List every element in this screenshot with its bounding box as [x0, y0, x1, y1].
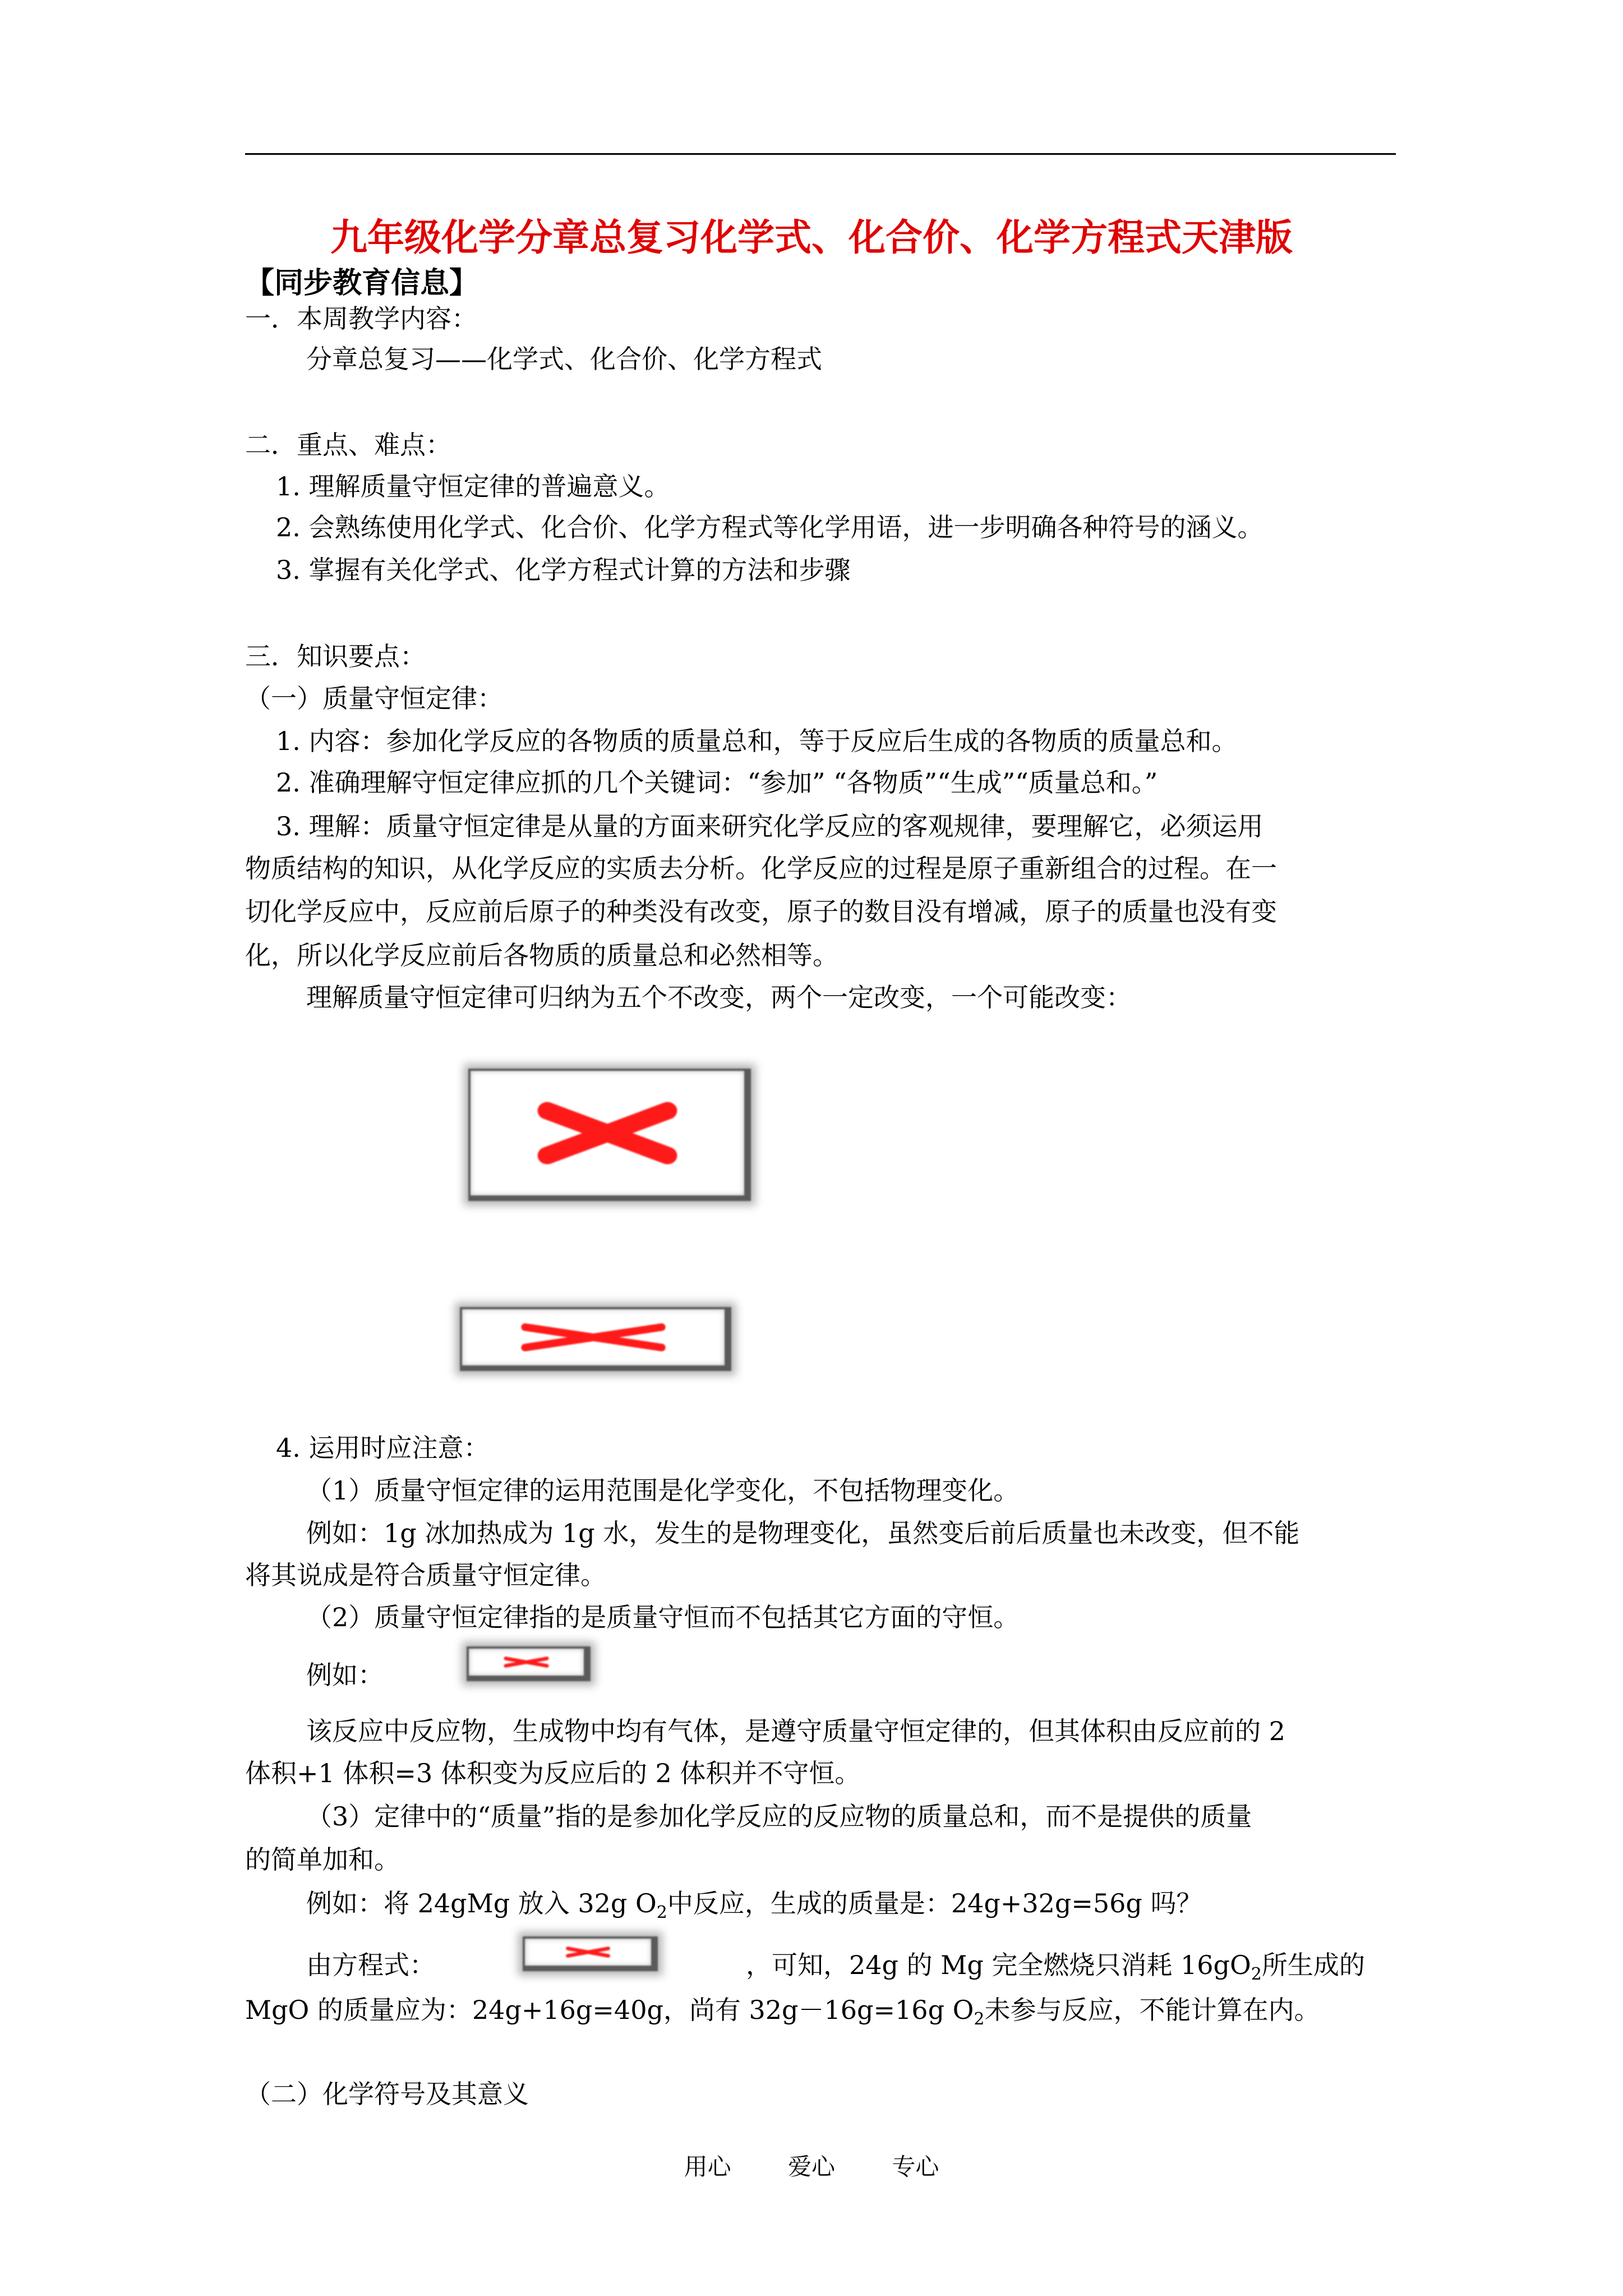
- equation-label: 由方程式：: [306, 1950, 435, 1980]
- mgo-subscript: 2: [974, 2009, 985, 2029]
- broken-image-icon: [471, 1071, 744, 1195]
- sec2-item-1: 1. 理解质量守恒定律的普遍意义。: [276, 471, 670, 501]
- example-2-line-2: 体积+1 体积=3 体积变为反应后的 2 体积并不守恒。: [245, 1758, 861, 1788]
- document-title: 九年级化学分章总复习化学式、化合价、化学方程式天津版: [330, 215, 1293, 259]
- footer-item-1: 用心: [684, 2153, 731, 2180]
- note-1: （1）质量守恒定律的运用范围是化学变化，不包括物理变化。: [306, 1475, 1020, 1506]
- example-1-line-1: 例如：1g 冰加热成为 1g 水，发生的是物理变化，虽然变后前后质量也未改变，但不能: [306, 1518, 1300, 1548]
- example-2-label: 例如：: [306, 1660, 384, 1690]
- equation-subscript: 2: [1251, 1964, 1262, 1984]
- sec1-content: 分章总复习——化学式、化合价、化学方程式: [306, 344, 822, 374]
- example-1-line-2: 将其说成是符合质量守恒定律。: [245, 1560, 606, 1590]
- page-footer: [0, 2148, 1623, 2182]
- broken-image-3: [467, 1646, 591, 1681]
- example-3-text-b: 中反应，生成的质量是：24g+32g=56g 吗？: [667, 1888, 1202, 1918]
- example-2-line-1: 该反应中反应物，生成物中均有气体，是遵守质量守恒定律的，但其体积由反应前的 2: [306, 1716, 1285, 1746]
- broken-image-icon: [462, 1309, 725, 1365]
- example-3-text-a: 例如：将 24gMg 放入 32g O: [306, 1888, 657, 1918]
- law-item-1: 1. 内容：参加化学反应的各物质的质量总和，等于反应后生成的各物质的质量总和。: [276, 726, 1238, 756]
- sec1-heading: 一．本周教学内容：: [245, 303, 477, 334]
- sec2-item-2: 2. 会熟练使用化学式、化合价、化学方程式等化学用语，进一步明确各种符号的涵义。: [276, 512, 1264, 542]
- equation-text-b: 所生成的: [1261, 1950, 1365, 1980]
- header-rule: [245, 153, 1396, 155]
- footer-item-2: 爱心: [787, 2153, 835, 2180]
- part1-heading: （一）质量守恒定律：: [245, 683, 503, 714]
- footer-item-3: 专心: [892, 2153, 939, 2180]
- law-item-3-line-4: 化，所以化学反应前后各物质的质量总和必然相等。: [245, 940, 838, 970]
- law-item-3-line-1: 3. 理解：质量守恒定律是从量的方面来研究化学反应的客观规律，要理解它，必须运用: [276, 811, 1264, 841]
- example-3: [306, 1890, 1202, 1921]
- note-3-line-1: （3）定律中的“质量”指的是参加化学反应的反应物的质量总和，而不是提供的质量: [306, 1801, 1252, 1832]
- broken-image-icon: [525, 1939, 651, 1966]
- note-2: （2）质量守恒定律指的是质量守恒而不包括其它方面的守恒。: [306, 1602, 1020, 1632]
- broken-image-4: [523, 1936, 658, 1971]
- mgo-text-b: 未参与反应，不能计算在内。: [984, 1995, 1320, 2025]
- broken-image-icon: [469, 1649, 584, 1676]
- law-item-2: 2. 准确理解守恒定律应抓的几个关键词：“参加” “各物质”“生成”“质量总和。”: [276, 767, 1158, 798]
- section-tag: 【同步教育信息】: [245, 266, 479, 300]
- sec2-heading: 二．重点、难点：: [245, 430, 451, 460]
- part2-heading: （二）化学符号及其意义: [245, 2079, 529, 2109]
- sec3-heading: 三．知识要点：: [245, 641, 426, 671]
- mgo-text-a: MgO 的质量应为：24g+16g=40g，尚有 32g－16g=16g O: [245, 1995, 974, 2025]
- broken-image-2: [460, 1307, 731, 1371]
- equation-line: [746, 1952, 1365, 1983]
- equation-text-a: ，可知，24g 的 Mg 完全燃烧只消耗 16gO: [746, 1950, 1251, 1980]
- broken-image-1: [468, 1069, 751, 1201]
- law-item-4: 4. 运用时应注意：: [276, 1433, 490, 1463]
- mgo-line: [245, 1997, 1320, 2028]
- note-3-line-2: 的简单加和。: [245, 1844, 400, 1875]
- example-3-subscript: 2: [656, 1903, 667, 1922]
- law-summary: 理解质量守恒定律可归纳为五个不改变，两个一定改变，一个可能改变：: [306, 982, 1132, 1013]
- law-item-3-line-2: 物质结构的知识，从化学反应的实质去分析。化学反应的过程是原子重新组合的过程。在一: [245, 853, 1277, 884]
- sec2-item-3: 3. 掌握有关化学式、化学方程式计算的方法和步骤: [276, 555, 851, 585]
- law-item-3-line-3: 切化学反应中，反应前后原子的种类没有改变，原子的数目没有增减，原子的质量也没有变: [245, 896, 1277, 927]
